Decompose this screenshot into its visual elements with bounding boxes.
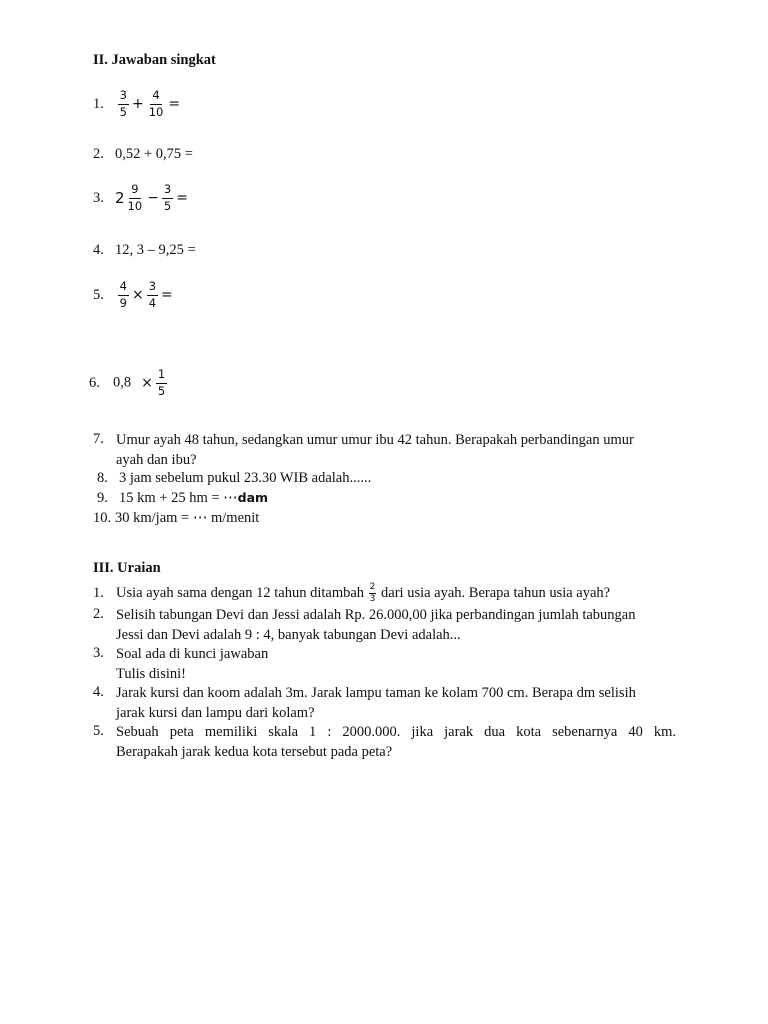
question-number: 2. (93, 146, 104, 162)
numerator: 4 (118, 281, 129, 296)
question-number: 5. (93, 286, 104, 303)
question-number: 1. (93, 95, 104, 112)
question-5 (93, 281, 175, 309)
fraction (147, 90, 166, 118)
question-text: 12, 3 – 9,25 = (115, 242, 196, 258)
question-number: 3. (93, 645, 104, 661)
numerator: 4 (150, 90, 161, 105)
denominator: 10 (127, 198, 143, 213)
question-text: 15 km + 25 hm = ⋯ (119, 490, 238, 506)
question-number: 2. (93, 606, 104, 622)
question-text-line: Soal ada di kunci jawaban (116, 646, 269, 662)
question-number: 4. (93, 242, 104, 258)
question-text-line: Umur ayah 48 tahun, sedangkan umur umur ibu 42 tahun. Berapakah perbandingan umur (116, 432, 634, 448)
essay-question-5 (116, 723, 676, 762)
denominator: 10 (148, 104, 164, 119)
question-6 (89, 369, 168, 397)
essay-question-3 (116, 645, 676, 684)
question-1 (93, 90, 182, 118)
question-number: 5. (93, 723, 104, 739)
question-number: 10. (93, 510, 112, 526)
fraction (126, 184, 145, 212)
equals-sign: = (168, 96, 181, 112)
essay-question-4 (116, 684, 676, 723)
minus-operator: − (147, 190, 159, 206)
denominator: 9 (119, 295, 127, 310)
question-text: 0,52 + 0,75 = (115, 146, 193, 162)
question-text: Usia ayah sama dengan 12 tahun ditambah (116, 585, 365, 601)
fraction (162, 184, 173, 212)
fraction (156, 369, 167, 397)
numerator: 3 (118, 90, 129, 105)
section-3-title: III. Uraian (93, 560, 161, 576)
question-number: 3. (93, 189, 104, 206)
denominator: 5 (119, 104, 127, 119)
question-number: 8. (97, 470, 108, 486)
question-text-line: Berapakah jarak kedua kota tersebut pada peta? (116, 743, 393, 760)
equals-sign: = (176, 190, 188, 206)
denominator: 5 (163, 198, 172, 213)
question-4 (93, 242, 196, 259)
question-text-line: Tulis disini! (116, 665, 186, 682)
fraction (118, 90, 129, 118)
unit-label: dam (237, 490, 269, 505)
numerator: 2 (369, 582, 376, 592)
denominator: 3 (369, 594, 376, 604)
fraction (369, 583, 377, 604)
question-text-line: Sebuah peta memiliki skala 1 : 2000.000. jika jarak dua kota sebenarnya 40 km. (116, 724, 676, 740)
question-text: 0,8 (113, 374, 132, 391)
question-text: dari usia ayah. Berapa tahun usia ayah? (381, 585, 611, 601)
question-10 (93, 510, 259, 527)
question-text-line: Jarak kursi dan koom adalah 3m. Jarak lampu taman ke kolam 700 cm. Berapa dm selisih (116, 685, 636, 701)
question-text-line: jarak kursi dan lampu dari kolam? (116, 704, 315, 721)
question-text: 3 jam sebelum pukul 23.30 WIB adalah...... (119, 470, 372, 486)
question-3 (93, 184, 190, 212)
numerator: 9 (129, 184, 140, 199)
fraction (118, 281, 129, 309)
denominator: 4 (148, 295, 157, 310)
question-8 (97, 470, 371, 487)
essay-question-2 (116, 606, 676, 645)
question-7 (116, 431, 676, 470)
question-number: 4. (93, 684, 104, 700)
question-number: 1. (93, 585, 104, 601)
numerator: 3 (162, 184, 173, 199)
equals-sign: = (161, 287, 173, 303)
question-text: 30 km/jam = ⋯ m/menit (115, 510, 260, 526)
question-7-number: 7. (93, 431, 104, 447)
question-2 (93, 146, 193, 163)
section-2-title: II. Jawaban singkat (93, 52, 216, 68)
question-text-line: Selisih tabungan Devi dan Jessi adalah Rp. 26.000,00 jika perbandingan jumlah tabungan (116, 607, 636, 623)
question-text-line: ayah dan ibu? (116, 451, 197, 468)
essay-question-1 (93, 583, 610, 604)
whole-number: 2 (115, 189, 125, 207)
question-number: 9. (97, 490, 108, 506)
question-number: 6. (89, 374, 100, 391)
multiply-operator: × (131, 287, 144, 303)
denominator: 5 (157, 383, 166, 398)
question-text-line: Jessi dan Devi adalah 9 : 4, banyak tabungan Devi adalah... (116, 626, 461, 643)
question-9 (97, 490, 268, 507)
numerator: 1 (156, 369, 167, 384)
numerator: 3 (147, 281, 158, 296)
plus-operator: + (131, 96, 144, 112)
fraction (147, 281, 158, 309)
multiply-operator: × (141, 375, 153, 391)
